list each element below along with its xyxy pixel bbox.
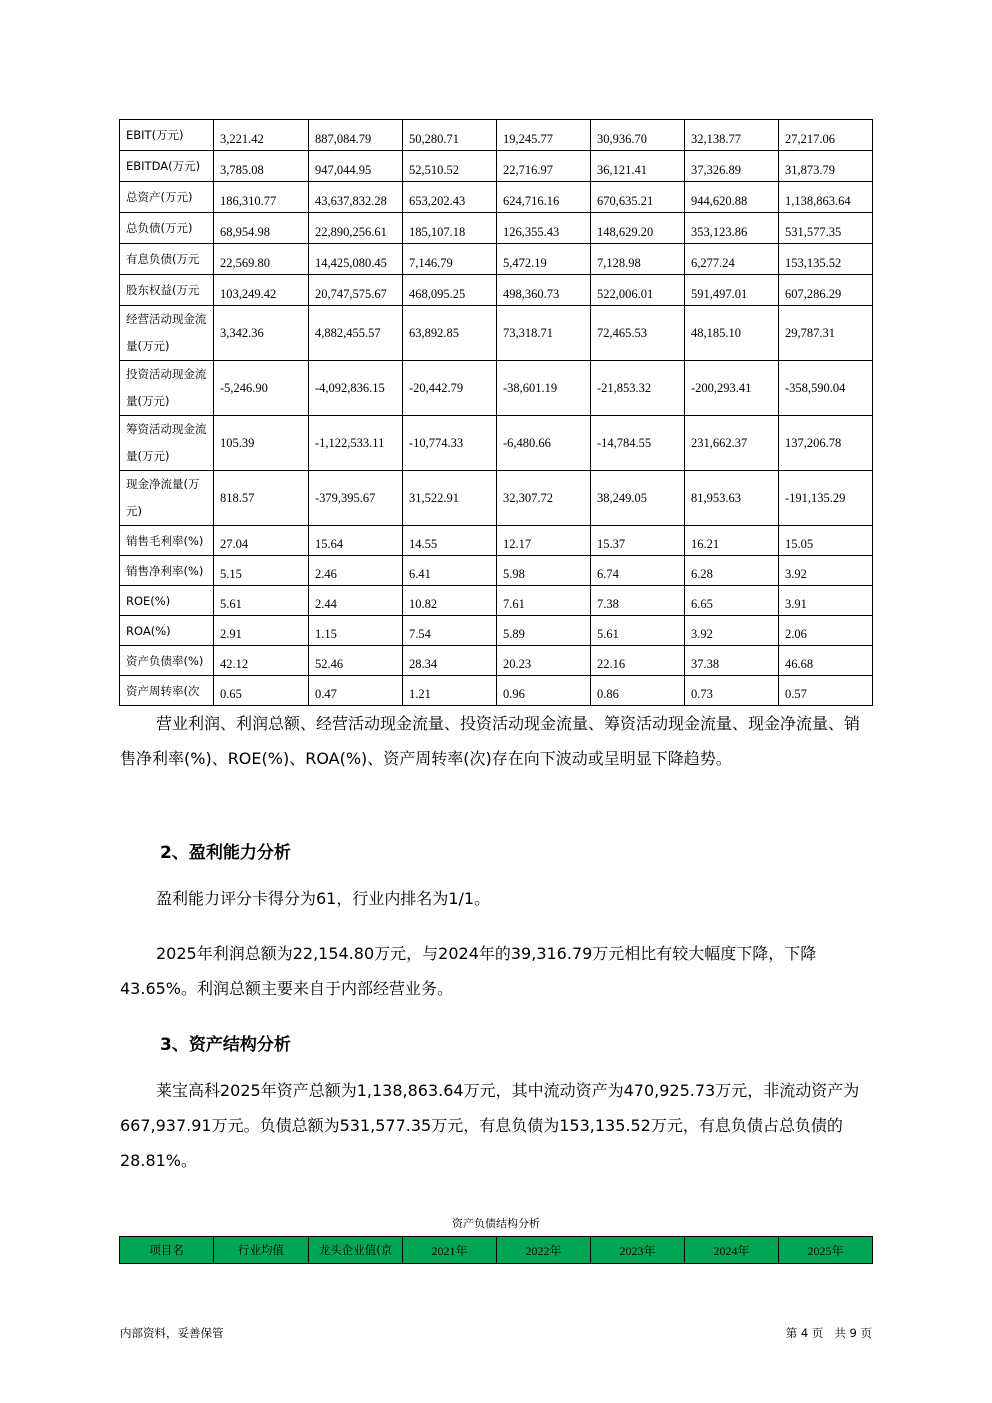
table-cell: 231,662.37 bbox=[685, 416, 779, 471]
table-cell: 591,497.01 bbox=[685, 275, 779, 306]
table-cell: 137,206.78 bbox=[779, 416, 873, 471]
table-cell: 6.41 bbox=[403, 556, 497, 586]
table-cell: 6.65 bbox=[685, 586, 779, 616]
row-label: 资产周转率(次 bbox=[120, 676, 214, 706]
table-cell: -5,246.90 bbox=[214, 361, 309, 416]
structure-table-header-row bbox=[120, 1237, 873, 1264]
table-cell: 5.89 bbox=[497, 616, 591, 646]
table-cell: -1,122,533.11 bbox=[309, 416, 403, 471]
table-row bbox=[120, 120, 873, 151]
table-cell: 522,006.01 bbox=[591, 275, 685, 306]
table-cell: 3.91 bbox=[779, 586, 873, 616]
table-row bbox=[120, 151, 873, 182]
table-cell: 7.61 bbox=[497, 586, 591, 616]
table-cell: 1.15 bbox=[309, 616, 403, 646]
table-cell: 6.74 bbox=[591, 556, 685, 586]
table-cell: 153,135.52 bbox=[779, 244, 873, 275]
structure-table-caption: 资产负债结构分析 bbox=[452, 1217, 540, 1230]
table-cell: 0.86 bbox=[591, 676, 685, 706]
table-cell: 185,107.18 bbox=[403, 213, 497, 244]
row-label: 投资活动现金流量(万元) bbox=[120, 361, 214, 416]
table-cell: 126,355.43 bbox=[497, 213, 591, 244]
table-row bbox=[120, 616, 873, 646]
table-cell: 1.21 bbox=[403, 676, 497, 706]
table-cell: 2.06 bbox=[779, 616, 873, 646]
table-cell: 5.61 bbox=[214, 586, 309, 616]
row-label: ROA(%) bbox=[120, 616, 214, 646]
table-cell: 887,084.79 bbox=[309, 120, 403, 151]
table-cell: -10,774.33 bbox=[403, 416, 497, 471]
header-leader-value: 龙头企业值(京 bbox=[309, 1237, 403, 1264]
table-cell: 186,310.77 bbox=[214, 182, 309, 213]
table-cell: 353,123.86 bbox=[685, 213, 779, 244]
table-cell: 2.91 bbox=[214, 616, 309, 646]
table-cell: 73,318.71 bbox=[497, 306, 591, 361]
table-cell: 38,249.05 bbox=[591, 471, 685, 526]
table-cell: 27,217.06 bbox=[779, 120, 873, 151]
table-cell: 0.57 bbox=[779, 676, 873, 706]
table-cell: 50,280.71 bbox=[403, 120, 497, 151]
table-cell: 31,873.79 bbox=[779, 151, 873, 182]
table-cell: 607,286.29 bbox=[779, 275, 873, 306]
table-cell: 498,360.73 bbox=[497, 275, 591, 306]
table-cell: 36,121.41 bbox=[591, 151, 685, 182]
table-cell: 3,221.42 bbox=[214, 120, 309, 151]
table-cell: 0.96 bbox=[497, 676, 591, 706]
table-cell: 947,044.95 bbox=[309, 151, 403, 182]
table-cell: 944,620.88 bbox=[685, 182, 779, 213]
header-industry-average: 行业均值 bbox=[214, 1237, 309, 1264]
table-cell: 0.65 bbox=[214, 676, 309, 706]
table-cell: 32,138.77 bbox=[685, 120, 779, 151]
table-cell: 0.73 bbox=[685, 676, 779, 706]
table-cell: 1,138,863.64 bbox=[779, 182, 873, 213]
section-3-paragraph-1: 莱宝高科2025年资产总额为1,138,863.64万元，其中流动资产为470,925.73万元，非流动资产为667,937.91万元。负债总额为531,577.35万元，有息负债为153,135.52万元，有息负债占总负债的28.81%。 bbox=[120, 1081, 860, 1170]
table-cell: 14,425,080.45 bbox=[309, 244, 403, 275]
table-cell: 15.37 bbox=[591, 526, 685, 556]
table-row bbox=[120, 361, 873, 416]
trend-paragraph: 营业利润、利润总额、经营活动现金流量、投资活动现金流量、筹资活动现金流量、现金净流量、销售净利率(%)、ROE(%)、ROA(%)、资产周转率(次)存在向下波动或呈明显下降趋势。 bbox=[120, 714, 861, 768]
table-row bbox=[120, 275, 873, 306]
asset-liability-structure-table bbox=[119, 1236, 873, 1264]
table-row bbox=[120, 244, 873, 275]
table-cell: 48,185.10 bbox=[685, 306, 779, 361]
section-2-paragraph-2: 2025年利润总额为22,154.80万元，与2024年的39,316.79万元相比有较大幅度下降，下降43.65%。利润总额主要来自于内部经营业务。 bbox=[120, 944, 817, 998]
table-cell: 28.34 bbox=[403, 646, 497, 676]
table-cell: 30,936.70 bbox=[591, 120, 685, 151]
table-cell: 29,787.31 bbox=[779, 306, 873, 361]
table-cell: 27.04 bbox=[214, 526, 309, 556]
table-cell: 15.05 bbox=[779, 526, 873, 556]
table-cell: 5.98 bbox=[497, 556, 591, 586]
section-2-paragraph-1: 盈利能力评分卡得分为61，行业内排名为1/1。 bbox=[156, 889, 491, 908]
table-cell: 6,277.24 bbox=[685, 244, 779, 275]
row-label: 销售净利率(%) bbox=[120, 556, 214, 586]
footer-page-number: 第 4 页 共 9 页 bbox=[785, 1326, 872, 1340]
table-cell: 2.46 bbox=[309, 556, 403, 586]
table-cell: 818.57 bbox=[214, 471, 309, 526]
header-year-2024: 2024年 bbox=[685, 1237, 779, 1264]
header-year-2021: 2021年 bbox=[403, 1237, 497, 1264]
table-cell: 5.61 bbox=[591, 616, 685, 646]
table-cell: -38,601.19 bbox=[497, 361, 591, 416]
table-row bbox=[120, 306, 873, 361]
row-label: 资产负债率(%) bbox=[120, 646, 214, 676]
table-cell: 22,890,256.61 bbox=[309, 213, 403, 244]
row-label: 有息负债(万元 bbox=[120, 244, 214, 275]
table-cell: 14.55 bbox=[403, 526, 497, 556]
table-cell: 653,202.43 bbox=[403, 182, 497, 213]
table-cell: -358,590.04 bbox=[779, 361, 873, 416]
table-cell: 103,249.42 bbox=[214, 275, 309, 306]
table-cell: -14,784.55 bbox=[591, 416, 685, 471]
table-cell: -200,293.41 bbox=[685, 361, 779, 416]
table-cell: 22,716.97 bbox=[497, 151, 591, 182]
table-cell: 63,892.85 bbox=[403, 306, 497, 361]
section-2-heading: 2、盈利能力分析 bbox=[160, 843, 291, 863]
row-label: EBIT(万元) bbox=[120, 120, 214, 151]
table-cell: 2.44 bbox=[309, 586, 403, 616]
table-cell: 5,472.19 bbox=[497, 244, 591, 275]
table-cell: 12.17 bbox=[497, 526, 591, 556]
row-label: 总负债(万元) bbox=[120, 213, 214, 244]
table-cell: 148,629.20 bbox=[591, 213, 685, 244]
table-cell: -6,480.66 bbox=[497, 416, 591, 471]
table-row bbox=[120, 182, 873, 213]
table-cell: 10.82 bbox=[403, 586, 497, 616]
table-cell: 52,510.52 bbox=[403, 151, 497, 182]
header-year-2023: 2023年 bbox=[591, 1237, 685, 1264]
row-label: 股东权益(万元 bbox=[120, 275, 214, 306]
table-cell: 37.38 bbox=[685, 646, 779, 676]
table-cell: 32,307.72 bbox=[497, 471, 591, 526]
table-cell: 68,954.98 bbox=[214, 213, 309, 244]
section-3-heading: 3、资产结构分析 bbox=[160, 1035, 291, 1055]
table-cell: 105.39 bbox=[214, 416, 309, 471]
table-cell: 4,882,455.57 bbox=[309, 306, 403, 361]
row-label: 经营活动现金流量(万元) bbox=[120, 306, 214, 361]
row-label: 销售毛利率(%) bbox=[120, 526, 214, 556]
table-cell: 624,716.16 bbox=[497, 182, 591, 213]
table-cell: 5.15 bbox=[214, 556, 309, 586]
table-row bbox=[120, 471, 873, 526]
table-row bbox=[120, 556, 873, 586]
table-cell: 81,953.63 bbox=[685, 471, 779, 526]
table-cell: 7,146.79 bbox=[403, 244, 497, 275]
table-cell: 6.28 bbox=[685, 556, 779, 586]
header-item-name: 项目名 bbox=[120, 1237, 214, 1264]
header-year-2022: 2022年 bbox=[497, 1237, 591, 1264]
table-cell: -4,092,836.15 bbox=[309, 361, 403, 416]
financial-indicators-table bbox=[119, 119, 873, 706]
table-cell: 22.16 bbox=[591, 646, 685, 676]
table-cell: 16.21 bbox=[685, 526, 779, 556]
table-cell: 20,747,575.67 bbox=[309, 275, 403, 306]
table-cell: 0.47 bbox=[309, 676, 403, 706]
table-cell: 37,326.89 bbox=[685, 151, 779, 182]
table-row bbox=[120, 646, 873, 676]
row-label: 筹资活动现金流量(万元) bbox=[120, 416, 214, 471]
table-cell: 31,522.91 bbox=[403, 471, 497, 526]
table-cell: -21,853.32 bbox=[591, 361, 685, 416]
table-cell: 46.68 bbox=[779, 646, 873, 676]
table-row bbox=[120, 586, 873, 616]
row-label: 总资产(万元) bbox=[120, 182, 214, 213]
row-label: 现金净流量(万元) bbox=[120, 471, 214, 526]
row-label: ROE(%) bbox=[120, 586, 214, 616]
table-cell: 3.92 bbox=[779, 556, 873, 586]
table-cell: 19,245.77 bbox=[497, 120, 591, 151]
table-row bbox=[120, 676, 873, 706]
table-cell: 15.64 bbox=[309, 526, 403, 556]
table-cell: 52.46 bbox=[309, 646, 403, 676]
table-row bbox=[120, 526, 873, 556]
table-cell: 3,342.36 bbox=[214, 306, 309, 361]
table-row bbox=[120, 416, 873, 471]
table-cell: 3.92 bbox=[685, 616, 779, 646]
row-label: EBITDA(万元) bbox=[120, 151, 214, 182]
table-row bbox=[120, 213, 873, 244]
table-cell: 20.23 bbox=[497, 646, 591, 676]
footer-confidential-note: 内部资料，妥善保管 bbox=[120, 1326, 224, 1340]
table-cell: 670,635.21 bbox=[591, 182, 685, 213]
table-cell: 42.12 bbox=[214, 646, 309, 676]
table-cell: 468,095.25 bbox=[403, 275, 497, 306]
table-cell: 7.38 bbox=[591, 586, 685, 616]
header-year-2025: 2025年 bbox=[779, 1237, 873, 1264]
table-cell: -379,395.67 bbox=[309, 471, 403, 526]
table-cell: 22,569.80 bbox=[214, 244, 309, 275]
table-cell: 72,465.53 bbox=[591, 306, 685, 361]
table-cell: -191,135.29 bbox=[779, 471, 873, 526]
table-cell: 3,785.08 bbox=[214, 151, 309, 182]
table-cell: 7.54 bbox=[403, 616, 497, 646]
table-cell: 531,577.35 bbox=[779, 213, 873, 244]
table-cell: 43,637,832.28 bbox=[309, 182, 403, 213]
table-cell: 7,128.98 bbox=[591, 244, 685, 275]
table-cell: -20,442.79 bbox=[403, 361, 497, 416]
